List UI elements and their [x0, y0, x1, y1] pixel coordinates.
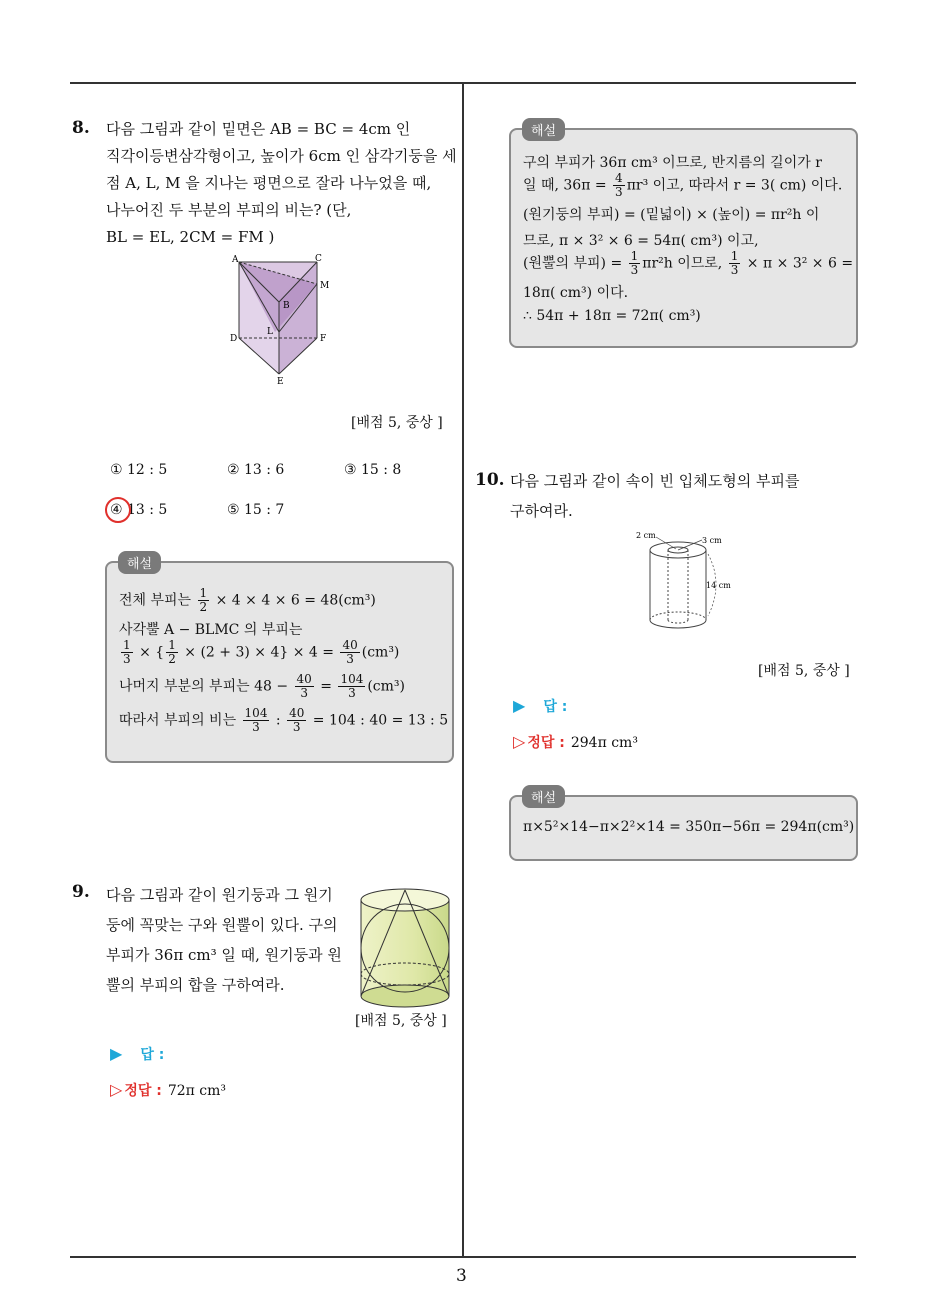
q10-score: [배점 5, 중상 ]	[758, 663, 850, 679]
q9-correct-value: 72π cm³	[167, 1083, 227, 1099]
q10-text	[510, 466, 799, 526]
fig-label: E	[277, 377, 284, 387]
q10-hollow-cylinder-figure	[630, 528, 740, 636]
q8-explanation-box	[105, 561, 454, 763]
q9-line: 부피가 36π cm³ 일 때, 원기둥과 원	[106, 946, 342, 964]
q8-explanation-tag: 해설	[118, 551, 161, 574]
correct-triangle-icon: ▷	[110, 1080, 123, 1099]
fig-label: M	[320, 281, 330, 291]
q9-score: [배점 5, 중상 ]	[355, 1013, 447, 1029]
q8-choice-5[interactable]: ⑤ 15 : 7	[227, 502, 285, 518]
q9-line: 둥에 꼭맞는 구와 원뿔이 있다. 구의	[106, 916, 338, 934]
q9-expl-line-4: 므로, π × 3² × 6 = 54π( cm³) 이고,	[523, 233, 759, 249]
selected-answer-circle-icon	[105, 497, 131, 523]
q8-expl-line-1: 전체 부피는 $\frac{1}{2}$ × 4 × 4 × 6 = 48(cm³)	[119, 586, 376, 614]
q9-explanation-box	[509, 128, 858, 348]
q10-answer-row	[513, 696, 567, 716]
page-number: 3	[456, 1266, 467, 1286]
q9-expl-line-6: 18π( cm³) 이다.	[523, 285, 629, 301]
q8-line: 나누어진 두 부분의 부피의 비는? (단,	[106, 201, 352, 219]
q8-line: BL = EL, 2CM = FM )	[106, 228, 275, 246]
q8-expl-line-4: 나머지 부분의 부피는 48 − $\frac{40}{3}$ = $\frac{104}{3}$ (cm³)	[119, 672, 405, 700]
q10-line: 다음 그림과 같이 속이 빈 입체도형의 부피를	[510, 472, 800, 490]
answer-triangle-icon: ▶	[513, 696, 526, 715]
q9-text	[106, 880, 342, 1000]
fig-label: C	[315, 254, 322, 264]
q9-answer-label: 답 :	[140, 1047, 165, 1063]
correct-triangle-icon: ▷	[513, 732, 526, 751]
fig-label: L	[267, 327, 273, 337]
q9-expl-line-7: ∴ 54π + 18π = 72π( cm³)	[523, 308, 701, 324]
q9-expl-line-5: (원뿔의 부피) = $\frac{1}{3}$ πr²h 이므로, $\frac{1}{3}$ × π × 3² × 6 =	[523, 249, 854, 277]
q10-correct-value: 294π cm³	[570, 735, 638, 751]
q8-expl-line-5: 따라서 부피의 비는 $\frac{104}{3}$ : $\frac{40}{3}$ = 104 : 40 = 13 : 5	[119, 706, 449, 734]
answer-triangle-icon: ▶	[110, 1044, 123, 1063]
q8-prism-figure	[225, 250, 335, 390]
q8-line: 다음 그림과 같이 밑면은 AB = BC = 4cm 인	[106, 120, 411, 138]
q8-score: [배점 5, 중상 ]	[351, 415, 443, 431]
q10-correct-label: 정답 :	[527, 735, 565, 751]
column-divider	[462, 82, 464, 1257]
q8-choice-4[interactable]: ④ 13 : 5	[110, 502, 168, 518]
q8-text	[106, 116, 457, 251]
q8-line: 점 A, L, M 을 지나는 평면으로 잘라 나누었을 때,	[106, 174, 432, 192]
q9-expl-line-2: 일 때, 36π = $\frac{4}{3}$ πr³ 이고, 따라서 r = 3( cm) 이다.	[523, 171, 843, 199]
q9-line: 다음 그림과 같이 원기둥과 그 원기	[106, 886, 333, 904]
q9-expl-line-1: 구의 부피가 36π cm³ 이므로, 반지름의 길이가 r	[523, 155, 822, 171]
q10-line: 구하여라.	[510, 502, 573, 520]
q10-number: 10.	[475, 470, 505, 490]
q8-number: 8.	[72, 118, 90, 138]
q9-line: 뿔의 부피의 합을 구하여라.	[106, 976, 285, 994]
q9-number: 9.	[72, 882, 90, 902]
q8-expl-line-2: 사각뿔 A − BLMC 의 부피는	[119, 622, 303, 638]
fig-label: 14 cm	[706, 581, 731, 590]
fig-label: A	[232, 255, 239, 265]
q9-explanation-tag: 해설	[522, 118, 565, 141]
q10-expl-line-1: π×5²×14−π×2²×14 = 350π−56π = 294π(cm³)	[523, 819, 855, 835]
q8-choice-1[interactable]: ① 12 : 5	[110, 462, 168, 478]
bottom-rule	[70, 1256, 856, 1258]
q9-expl-line-3: (원기둥의 부피) = (밑넓이) × (높이) = πr²h 이	[523, 207, 820, 223]
q10-explanation-tag: 해설	[522, 785, 565, 808]
q8-line: 직각이등변삼각형이고, 높이가 6cm 인 삼각기둥을 세	[106, 147, 457, 165]
q9-correct-label: 정답 :	[124, 1083, 162, 1099]
fig-label: 3 cm	[702, 536, 722, 545]
fig-label: 2 cm	[636, 531, 656, 540]
q8-choice-3[interactable]: ③ 15 : 8	[344, 462, 402, 478]
q10-correct-row	[513, 732, 638, 752]
fig-label: D	[230, 334, 238, 344]
q9-cylinder-sphere-cone-figure	[357, 886, 453, 1010]
fig-label: B	[283, 301, 290, 311]
q10-answer-label: 답 :	[543, 699, 568, 715]
fig-label: F	[320, 334, 327, 344]
q8-expl-line-3: $\frac{1}{3}$ × { $\frac{1}{2}$ × (2 + 3) × 4} × 4 = $\frac{40}{3}$ (cm³)	[123, 638, 400, 666]
q8-choice-2[interactable]: ② 13 : 6	[227, 462, 285, 478]
q9-answer-row	[110, 1044, 164, 1064]
q9-correct-row	[110, 1080, 226, 1100]
